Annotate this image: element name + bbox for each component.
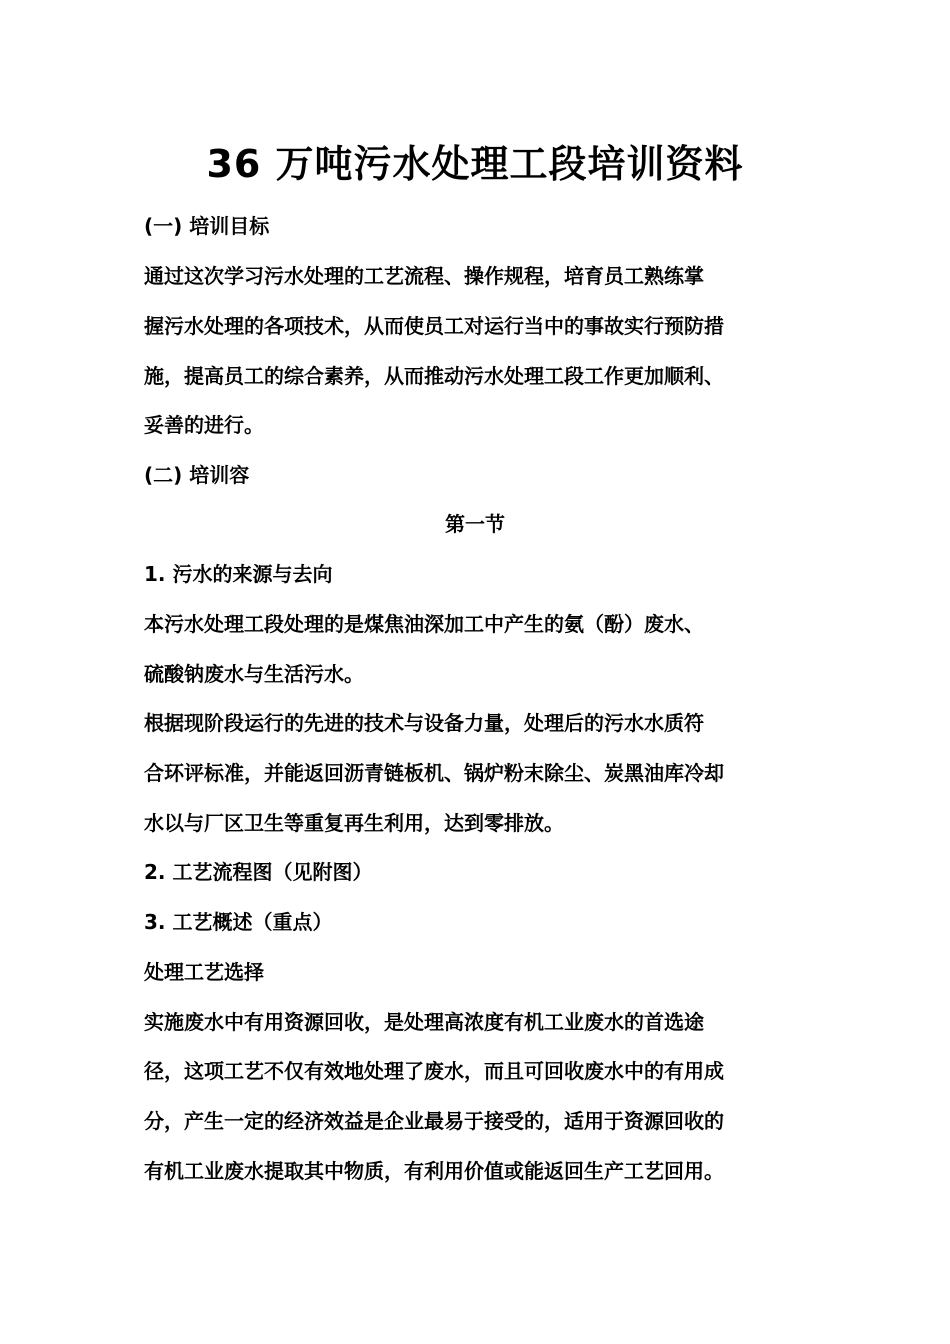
paragraph-line: 本污水处理工段处理的是煤焦油深加工中产生的氨（酚）废水、 (144, 612, 704, 636)
item-heading-3: 3. 工艺概述（重点） (144, 910, 333, 934)
paragraph-line: 通过这次学习污水处理的工艺流程、操作规程，培育员工熟练掌 (144, 264, 704, 288)
paragraph-line: 有机工业废水提取其中物质，有利用价值或能返回生产工艺回用。 (144, 1159, 724, 1183)
item-heading-1: 1. 污水的来源与去向 (144, 562, 333, 586)
paragraph-line: 握污水处理的各项技术，从而使员工对运行当中的事故实行预防措 (144, 314, 724, 338)
subheading: 处理工艺选择 (144, 960, 264, 984)
heading-training-goal: (一) 培训目标 (144, 214, 270, 238)
paragraph-line: 合环评标准，并能返回沥青链板机、锅炉粉末除尘、炭黑油库冷却 (144, 761, 724, 785)
section-heading: 第一节 (445, 512, 505, 536)
item-heading-2: 2. 工艺流程图（见附图） (144, 860, 373, 884)
paragraph-line: 根据现阶段运行的先进的技术与设备力量，处理后的污水水质符 (144, 711, 704, 735)
heading-training-content: (二) 培训容 (144, 463, 250, 487)
paragraph-line: 水以与厂区卫生等重复再生利用，达到零排放。 (144, 811, 564, 835)
paragraph-line: 硫酸钠废水与生活污水。 (144, 662, 364, 686)
paragraph-line: 径，这项工艺不仅有效地处理了废水，而且可回收废水中的有用成 (144, 1059, 724, 1083)
document-title: 36 万吨污水处理工段培训资料 (206, 142, 744, 186)
paragraph-line: 分，产生一定的经济效益是企业最易于接受的，适用于资源回收的 (144, 1109, 724, 1133)
paragraph-line: 妥善的进行。 (144, 413, 264, 437)
paragraph-line: 实施废水中有用资源回收，是处理高浓度有机工业废水的首选途 (144, 1010, 704, 1034)
paragraph-line: 施，提高员工的综合素养，从而推动污水处理工段工作更加顺利、 (144, 364, 724, 388)
